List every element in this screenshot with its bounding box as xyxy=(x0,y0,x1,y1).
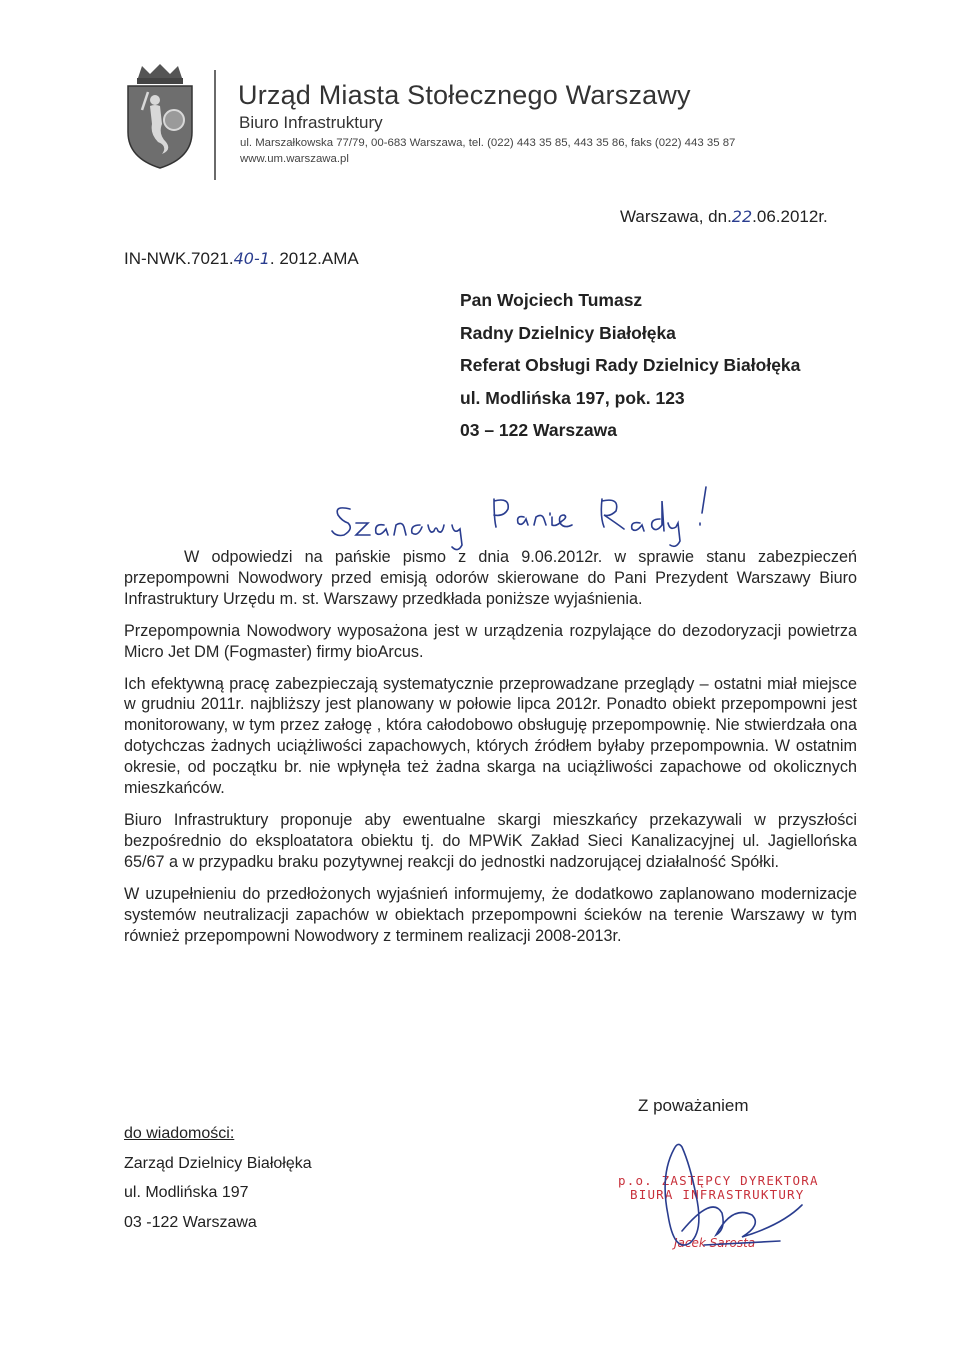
header-divider xyxy=(214,70,216,180)
office-website[interactable]: www.um.warszawa.pl xyxy=(240,153,349,165)
recipient-title: Radny Dzielnicy Białołęka xyxy=(460,322,676,343)
department-name: Biuro Infrastruktury xyxy=(239,113,383,132)
stamp-signer: Jacek Sarosta xyxy=(674,1236,756,1250)
cc-line-3: 03 -122 Warszawa xyxy=(124,1213,257,1231)
date-day-handwritten: 22 xyxy=(731,207,753,226)
warsaw-coat-of-arms-icon xyxy=(122,62,198,170)
office-address: ul. Marszałkowska 77/79, 00-683 Warszawa, tel. (022) 443 35 85, 443 35 86, faks (022) 443 35 87 xyxy=(240,137,736,149)
cc-line-1: Zarząd Dzielnicy Białołęka xyxy=(124,1154,312,1172)
body-paragraph-5: W uzupełnieniu do przedłożonych wyjaśnień informujemy, że dodatkowo zaplanowano modernizacje systemów neutralizacji zapachów w obiektach przepompowni ścieków na terenie Warszawy w tym również przepompowni Nowodwory z terminem realizacji 2008-2013r. xyxy=(124,884,857,945)
recipient-name: Pan Wojciech Tumasz xyxy=(460,290,643,310)
recipient-office: Referat Obsługi Rady Dzielnicy Białołęka xyxy=(460,355,801,375)
cc-title: do wiadomości: xyxy=(124,1125,235,1142)
closing-phrase: Z poważaniem xyxy=(638,1096,749,1115)
body-paragraph-3: Ich efektywną pracę zabezpieczają systematycznie przeprowadzane przeglądy – ostatni miał miejsce w grudniu 2011r. najbliższy jest planowany w połowie lipca 2012r. Ponadto obiekt przepompowni jest monitorowany, w tym przez załogę , która całodobowo obsługuję przepompownię. Nie stwierdzała ona dotychczas żadnych uciążliwości zapachowych, których źródłem byłaby przepompownia. W ostatnim okresie, od początku br. nie wpłynęła też żadna skarga na uciążliwości zapachowe od okolicznych mieszkańców. xyxy=(124,674,857,798)
recipient-city: 03 – 122 Warszawa xyxy=(460,420,617,440)
reference-number xyxy=(124,249,359,269)
stamp-line-2: BIURA INFRASTRUKTURY xyxy=(630,1187,805,1202)
recipient-street: ul. Modlińska 197, pok. 123 xyxy=(460,387,685,408)
body-paragraph-4: Biuro Infrastruktury proponuje aby ewentualne skargi mieszkańcy przekazywali w przyszłości bezpośrednio do eksploatatora obiektu tj. do MPWiK Zakład Sieci Kanalizacyjnej ul. Jagiellońska 65/67 a w przypadku braku pozytywnej reakcji do jednostki nadzorującej działalność Spółki. xyxy=(124,810,857,871)
letter-date xyxy=(620,207,828,227)
cc-line-2: ul. Modlińska 197 xyxy=(124,1184,249,1201)
official-stamp xyxy=(612,1135,852,1275)
body-paragraph-2: Przepompownia Nowodwory wyposażona jest w urządzenia rozpylające do dezodoryzacji powietrza Micro Jet DM (Fogmaster) firmy bioArcus. xyxy=(124,621,857,661)
date-prefix: Warszawa, dn. xyxy=(620,207,732,226)
office-name: Urząd Miasta Stołecznego Warszawy xyxy=(238,80,691,110)
body-paragraph-1: W odpowiedzi na pańskie pismo z dnia 9.06.2012r. w sprawie stanu zabezpieczeń przepompowni Nowodwory przed emisją odorów skierowane do Pani Prezydent Warszawy Biuro Infrastruktury Urzędu m. st. Warszawy przedkłada poniższe wyjaśnienia. xyxy=(124,548,857,608)
recipient-block xyxy=(460,290,800,453)
reference-suffix: . 2012.AMA xyxy=(269,249,359,268)
handwritten-salutation xyxy=(328,483,728,553)
stamp-line-1: p.o. ZASTĘPCY DYREKTORA xyxy=(618,1173,819,1188)
date-suffix: .06.2012r. xyxy=(752,207,828,226)
cc-block xyxy=(124,1125,312,1243)
reference-handwritten: 40-1 xyxy=(233,249,270,268)
letter-body xyxy=(124,547,857,957)
reference-prefix: IN-NWK.7021. xyxy=(124,249,234,268)
